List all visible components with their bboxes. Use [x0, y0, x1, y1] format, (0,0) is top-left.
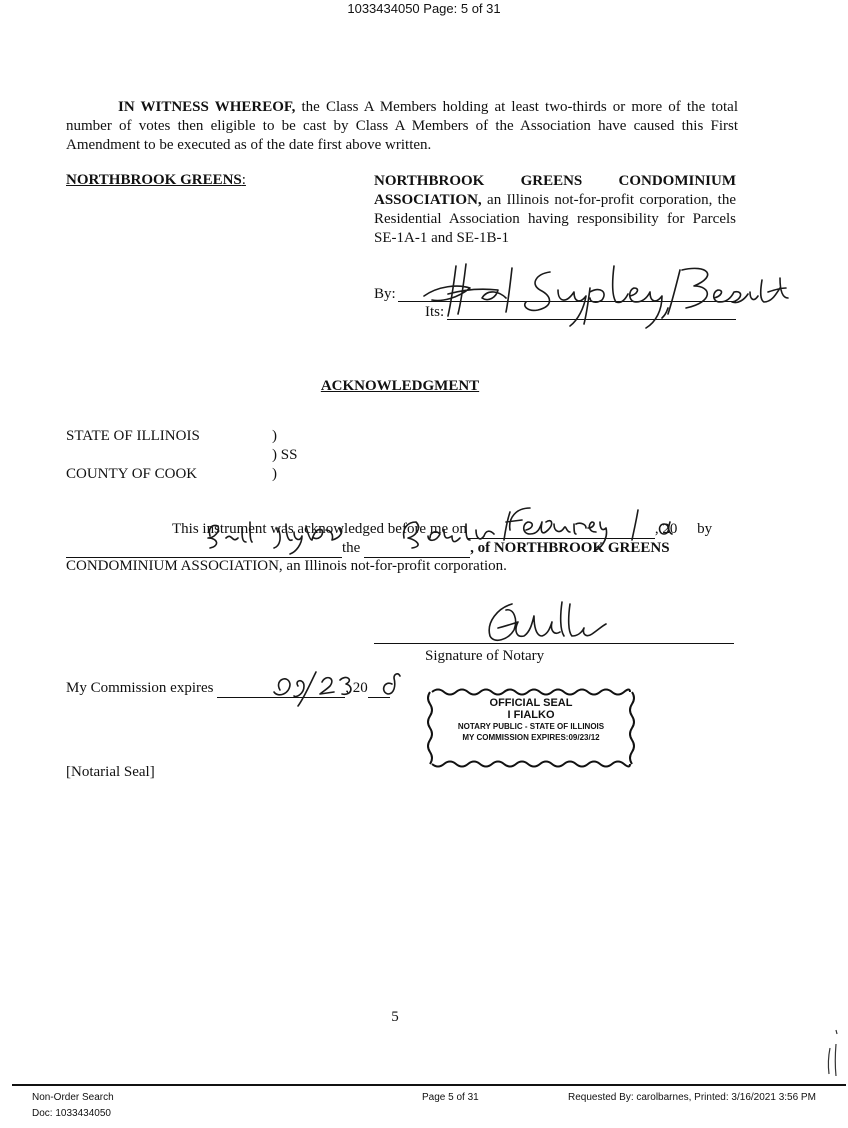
notarial-seal-label: [Notarial Seal]: [66, 764, 155, 780]
commission-year-prefix: , 20: [345, 680, 368, 696]
commission-label: My Commission expires: [66, 680, 214, 696]
witness-lead: IN WITNESS WHEREOF,: [118, 99, 296, 115]
seal-name: I FIALKO: [507, 709, 555, 721]
seal-title: OFFICIAL SEAL: [489, 697, 573, 709]
footer-left-2: Doc: 1033434050: [32, 1108, 111, 1119]
association-name: NORTHBROOK GREENS CONDOMINIUM ASSOCIATION,: [374, 173, 736, 208]
seal-notary-public: NOTARY PUBLIC - STATE OF ILLINOIS: [457, 722, 605, 731]
acknowledgment-title: ACKNOWLEDGMENT: [320, 378, 480, 394]
notary-signature-image: [478, 596, 608, 648]
president-signature-image: [418, 258, 798, 330]
acknowledgment-handwriting-image: [190, 500, 730, 564]
venue-paren-top: ): [272, 428, 277, 444]
ack-line2-a: the: [342, 540, 361, 556]
ack-line1-a: This instrument was acknowledged before me on: [172, 521, 467, 537]
association-details: an Illinois not-for-profit corporation, the Residential Association having responsibility for Parcels SE-1A-1 and SE-1B-1: [374, 192, 736, 246]
commission-handwriting-image: [268, 668, 418, 708]
ack-line1-b: , 20: [654, 521, 678, 537]
notary-signature-label: Signature of Notary: [425, 648, 545, 664]
ack-line3-a: CONDOMINIUM ASSOCIATION, an Illinois not-for-profit corporation.: [66, 558, 507, 574]
venue-ss: ) SS: [272, 447, 298, 463]
venue-state: STATE OF ILLINOIS: [66, 428, 200, 444]
footer-divider: [12, 1084, 846, 1086]
scan-mark-image: [816, 1024, 844, 1080]
association-description: [374, 172, 736, 248]
witness-text: the Class A Members holding at least two-thirds or more of the total number of votes then eligible to be cast by Class A Members of the Association have caused this First Amendment to be executed as of the date first above written.: [66, 99, 738, 153]
footer-page: Page 5 of 31: [422, 1092, 479, 1103]
signatory-label-colon: :: [241, 172, 246, 188]
page-number: 5: [391, 1009, 399, 1025]
footer-left-1: Non-Order Search: [32, 1092, 114, 1103]
by-label: By:: [374, 286, 396, 302]
venue-county: COUNTY OF COOK: [66, 466, 198, 482]
witness-paragraph: [66, 98, 738, 155]
signatory-label: [66, 172, 246, 189]
venue-paren-bottom: ): [272, 466, 277, 482]
its-label: Its:: [425, 304, 445, 320]
ack-line1-c: by: [693, 521, 713, 537]
ack-line2-b: , of NORTHBROOK GREENS: [470, 540, 670, 556]
footer-requested: Requested By: carolbarnes, Printed: 3/16/2021 3:56 PM: [568, 1092, 816, 1103]
seal-text: [436, 697, 626, 743]
document-page-header: 1033434050 Page: 5 of 31: [347, 1, 501, 16]
seal-commission: MY COMMISSION EXPIRES:09/23/12: [462, 733, 600, 742]
signatory-label-text: NORTHBROOK GREENS: [66, 172, 242, 188]
